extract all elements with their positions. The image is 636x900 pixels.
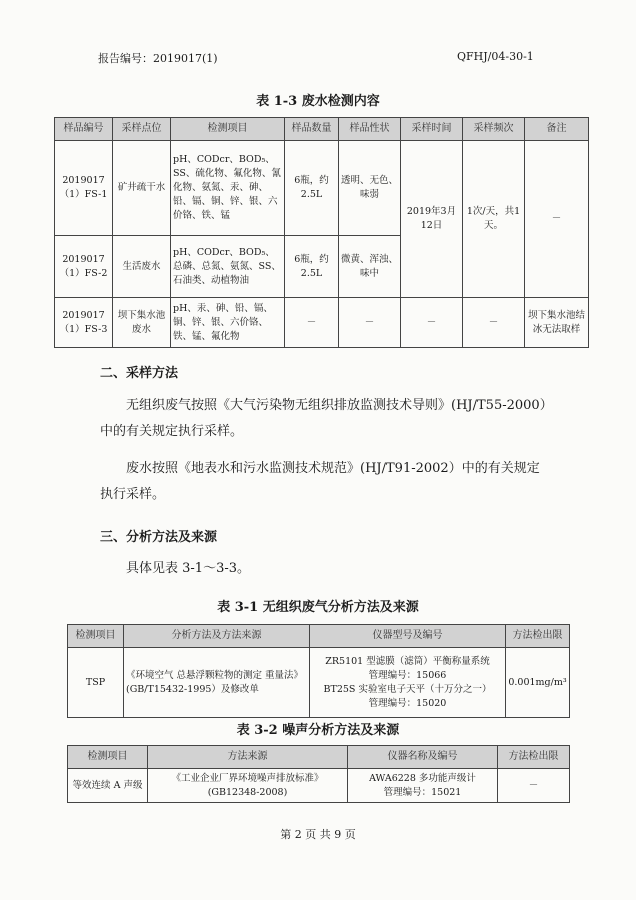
sampling-time: 2019年3月12日 [401, 141, 463, 298]
col-sample-id: 样品编号 [55, 118, 113, 141]
page-number: 第 2 页 共 9 页 [280, 828, 356, 841]
table-row [55, 298, 589, 348]
table-header-row [68, 746, 570, 769]
item-name: TSP [68, 648, 124, 718]
table-3-1-caption: 表 3-1 无组织废气分析方法及来源 [217, 600, 419, 615]
sample-note: － [525, 141, 589, 298]
sample-qty: 6瓶，约2.5L [285, 141, 339, 236]
col-freq: 采样频次 [463, 118, 525, 141]
table-3-2-caption: 表 3-2 噪声分析方法及来源 [236, 723, 400, 738]
sample-items: pH、汞、砷、铅、镉、铜、锌、银、六价铬、铁、锰、氟化物 [171, 298, 285, 348]
col-note: 备注 [525, 118, 589, 141]
col-instrument: 仪器型号及编号 [310, 625, 506, 648]
sample-items: pH、CODcr、BOD₅、总磷、总氮、氨氮、SS、石油类、动植物油 [171, 236, 285, 298]
instrument-info [348, 769, 498, 803]
wastewater-table [54, 117, 589, 348]
instrument-name: AWA6228 多功能声级计 [369, 772, 476, 784]
sample-qty: － [285, 298, 339, 348]
col-instrument: 仪器名称及编号 [348, 746, 498, 769]
col-prop: 样品性状 [339, 118, 401, 141]
sample-qty: 6瓶，约2.5L [285, 236, 339, 298]
section-2-para-1: 无组织废气按照《大气污染物无组织排放监测技术导则》(HJ/T55-2000）中的有关规定执行采样。 [100, 398, 547, 439]
section-3-para-1: 具体见表 3-1～3-3。 [126, 561, 251, 576]
col-item: 检测项目 [68, 625, 124, 648]
col-item: 检测项目 [68, 746, 148, 769]
instrument-1-number: 管理编号：15066 [368, 669, 447, 681]
col-qty: 样品数量 [285, 118, 339, 141]
sample-site: 矿井疏干水 [113, 141, 171, 236]
table-row [68, 769, 570, 803]
sampling-frequency: － [463, 298, 525, 348]
sample-id: 2019017（1）FS-1 [55, 141, 113, 236]
sample-note: 坝下集水池结冰无法取样 [525, 298, 589, 348]
method-source: 《工业企业厂界环境噪声排放标准》(GB12348-2008) [148, 769, 348, 803]
gas-method-table [67, 624, 570, 718]
instrument-1: ZR5101 型滤膜（滤筒）平衡称量系统 [325, 655, 490, 667]
sample-id: 2019017（1）FS-2 [55, 236, 113, 298]
col-limit: 方法检出限 [498, 746, 570, 769]
detection-limit: 0.001mg/m³ [506, 648, 570, 718]
table-header-row [68, 625, 570, 648]
sample-items: pH、CODcr、BOD₅、SS、硫化物、氟化物、氰化物、氨氮、汞、砷、铅、镉、铜、锌、银、六价铬、铁、锰 [171, 141, 285, 236]
col-method: 方法来源 [148, 746, 348, 769]
document-code: QFHJ/04-30-1 [457, 50, 534, 63]
sample-id: 2019017（1）FS-3 [55, 298, 113, 348]
section-2-title: 二、采样方法 [100, 366, 179, 381]
method-source: 《环境空气 总悬浮颗粒物的测定 重量法》(GB/T15432-1995）及修改单 [124, 648, 310, 718]
noise-method-table [67, 745, 570, 803]
col-items: 检测项目 [171, 118, 285, 141]
instrument-2-number: 管理编号：15020 [368, 697, 447, 709]
table-1-3-caption: 表 1-3 废水检测内容 [256, 94, 380, 109]
col-time: 采样时间 [401, 118, 463, 141]
table-row [55, 141, 589, 236]
sample-prop: 微黄、浑浊、味中 [339, 236, 401, 298]
sample-site: 坝下集水池废水 [113, 298, 171, 348]
sample-prop: 透明、无色、味弱 [339, 141, 401, 236]
instrument-2: BT25S 实验室电子天平（十万分之一） [323, 683, 492, 695]
detection-limit: － [498, 769, 570, 803]
col-site: 采样点位 [113, 118, 171, 141]
item-name: 等效连续 A 声级 [68, 769, 148, 803]
section-3-title: 三、分析方法及来源 [100, 530, 218, 545]
report-number: 报告编号：2019017(1) [98, 52, 218, 65]
col-method: 分析方法及方法来源 [124, 625, 310, 648]
table-row [68, 648, 570, 718]
section-2-para-2: 废水按照《地表水和污水监测技术规范》(HJ/T91-2002）中的有关规定执行采样。 [100, 461, 540, 502]
sampling-frequency: 1次/天，共1天。 [463, 141, 525, 298]
sample-prop: － [339, 298, 401, 348]
col-limit: 方法检出限 [506, 625, 570, 648]
sampling-time: － [401, 298, 463, 348]
table-header-row [55, 118, 589, 141]
sample-site: 生活废水 [113, 236, 171, 298]
instrument-info [310, 648, 506, 718]
instrument-number: 管理编号：15021 [383, 786, 462, 798]
